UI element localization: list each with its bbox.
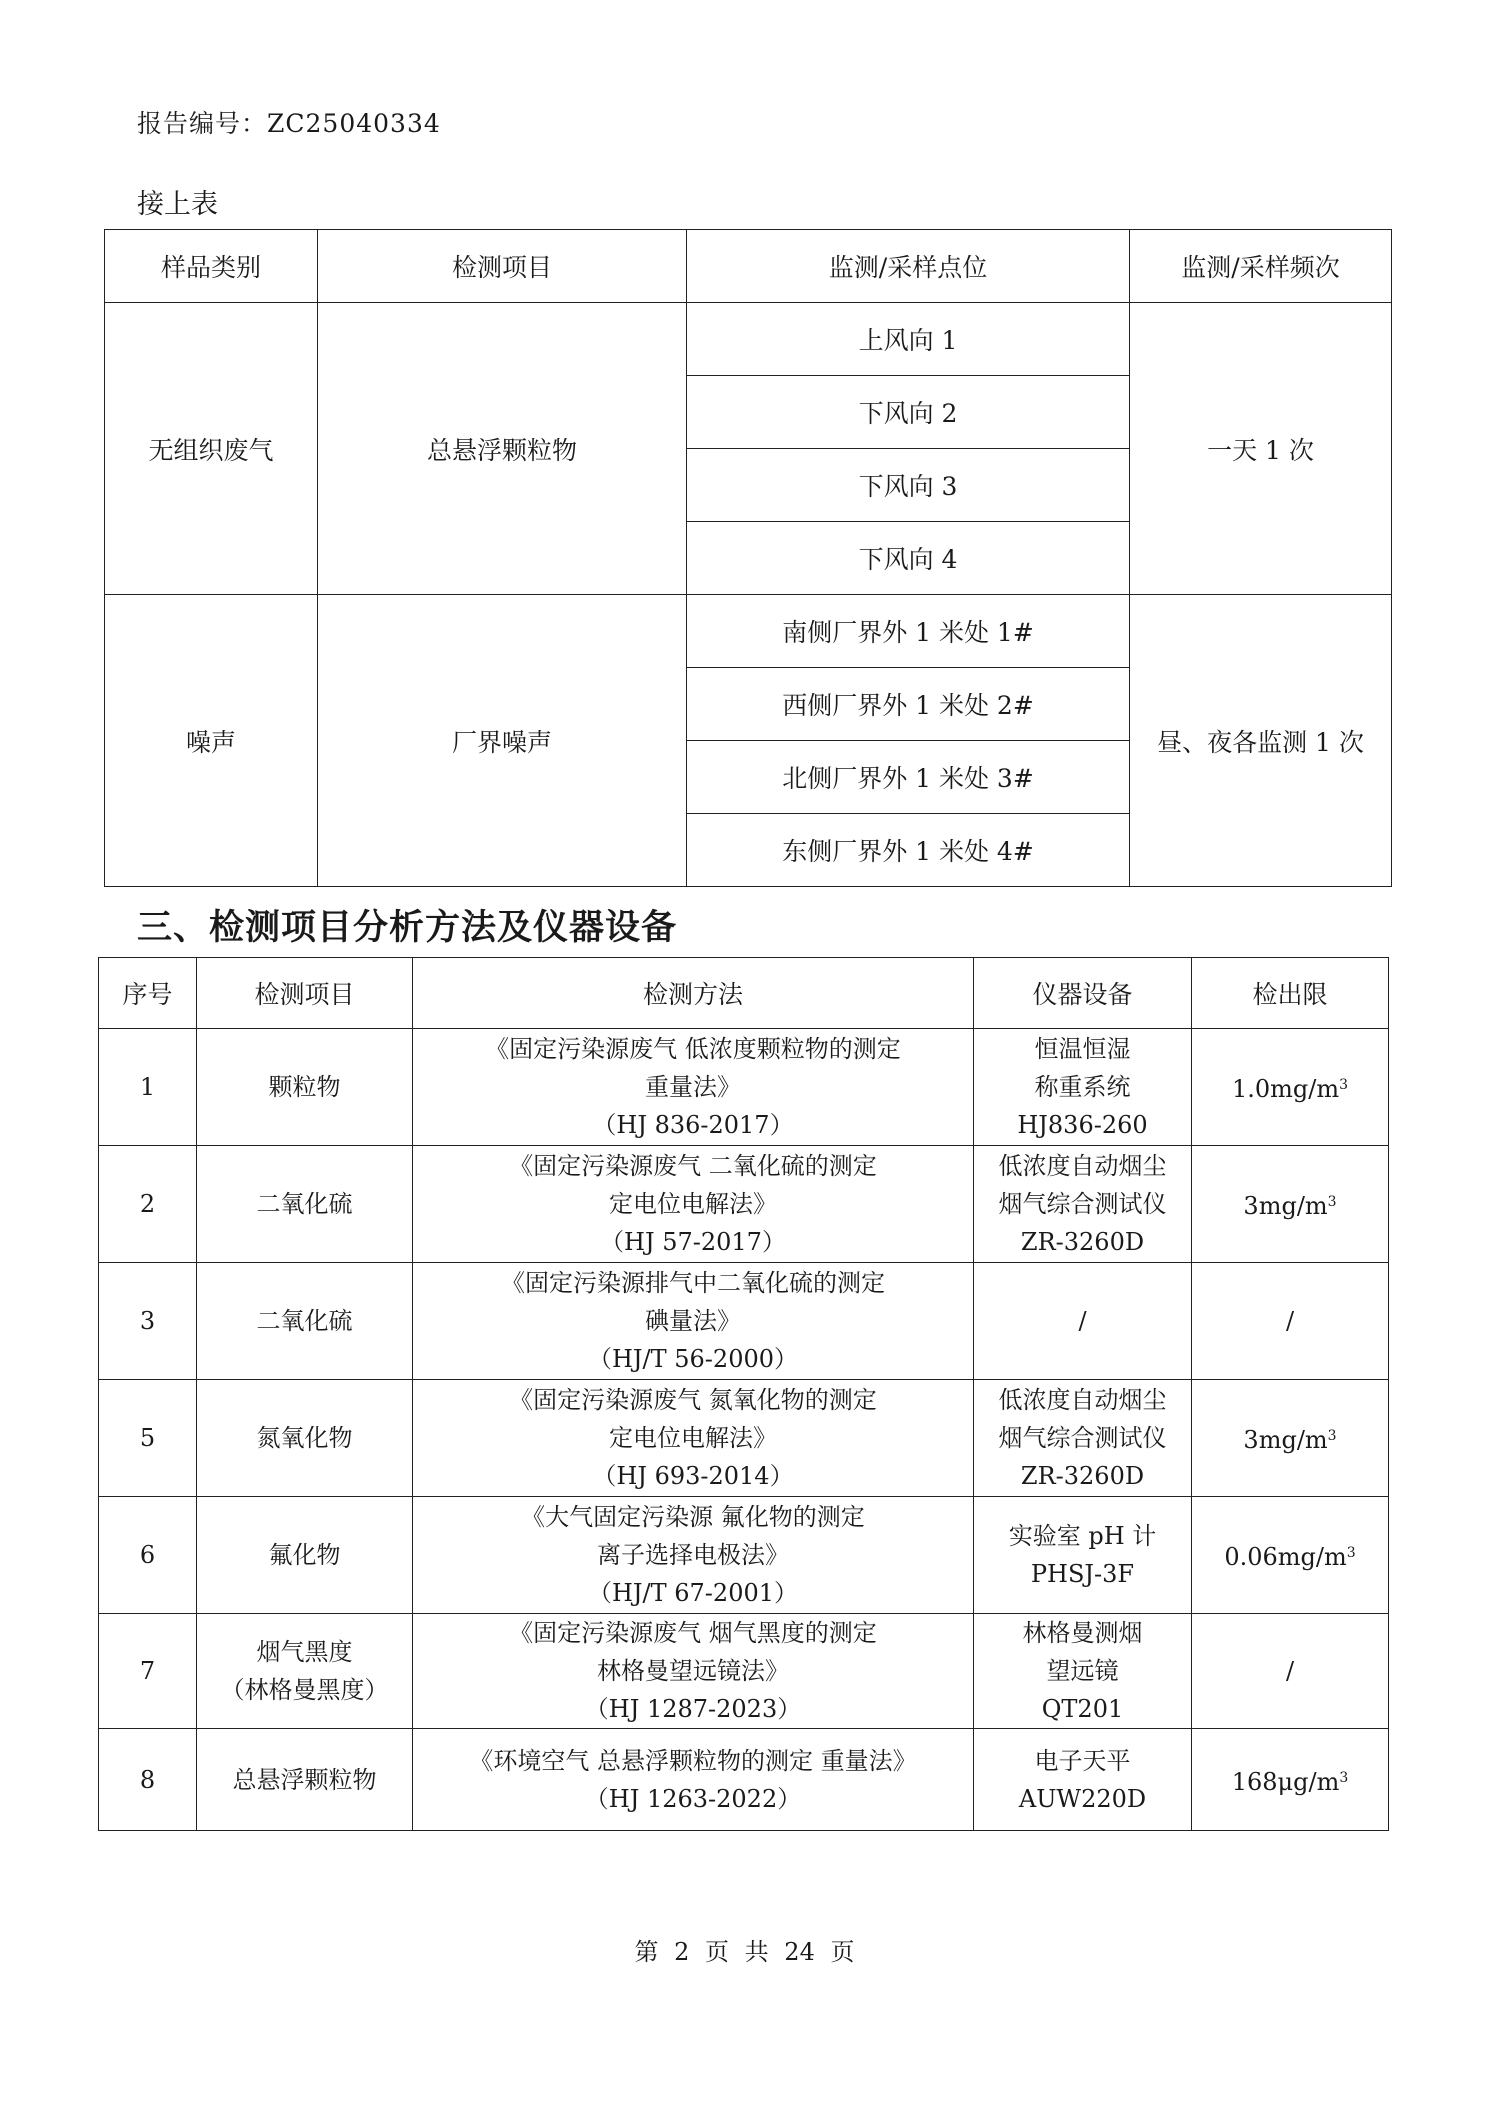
equipment-line: AUW220D <box>1018 1784 1147 1813</box>
sampling-frequency: 一天 1 次 <box>1130 303 1392 595</box>
test-method-line: 离子选择电极法》 <box>597 1541 789 1569</box>
test-method-line: （HJ 1263-2022） <box>584 1784 802 1813</box>
report-number-value: ZC25040334 <box>267 109 441 138</box>
continued-label: 接上表 <box>137 189 218 220</box>
table-row <box>99 1263 1389 1380</box>
test-method <box>413 1497 974 1614</box>
test-item-line: 氟化物 <box>268 1541 341 1569</box>
test-item <box>197 1146 413 1263</box>
detection-limit-value: 3mg/m <box>1243 1426 1328 1454</box>
test-item <box>197 1029 413 1146</box>
test-method-line: 《固定污染源排气中二氧化硫的测定 <box>501 1269 885 1297</box>
test-method-line: 定电位电解法》 <box>609 1190 777 1218</box>
test-item <box>197 1729 413 1831</box>
sampling-point: 东侧厂界外 1 米处 4# <box>687 814 1130 887</box>
test-method <box>413 1614 974 1729</box>
table-header-row <box>105 230 1392 303</box>
sampling-point: 西侧厂界外 1 米处 2# <box>687 668 1130 741</box>
test-method-line: （HJ/T 56-2000） <box>588 1345 798 1373</box>
test-item: 厂界噪声 <box>318 595 687 887</box>
header-equipment: 仪器设备 <box>974 958 1192 1029</box>
test-method-line: 林格曼望远镜法》 <box>597 1657 789 1685</box>
test-item <box>197 1263 413 1380</box>
equipment-line: HJ836-260 <box>1017 1111 1148 1139</box>
detection-limit-exponent: 3 <box>1339 1769 1349 1786</box>
detection-limit-exponent: 3 <box>1346 1545 1356 1561</box>
test-method-line: （HJ 693-2014） <box>592 1462 794 1490</box>
equipment-line: 恒温恒湿 <box>1034 1035 1131 1063</box>
detection-limit-value: 168μg/m <box>1231 1767 1340 1796</box>
header-no: 序号 <box>99 958 197 1029</box>
table-row <box>105 303 1392 376</box>
test-method-line: 《固定污染源废气 烟气黑度的测定 <box>509 1619 877 1647</box>
test-item-line: 二氧化硫 <box>256 1190 353 1218</box>
equipment-line: QT201 <box>1041 1695 1124 1723</box>
test-method-line: 《固定污染源废气 氮氧化物的测定 <box>509 1386 877 1414</box>
table-header-row <box>99 958 1389 1029</box>
equipment-line: 望远镜 <box>1046 1657 1119 1685</box>
sampling-point: 下风向 3 <box>687 449 1130 522</box>
detection-limit <box>1192 1263 1389 1380</box>
equipment-line: ZR-3260D <box>1020 1462 1145 1490</box>
test-method-line: 碘量法》 <box>645 1307 741 1335</box>
detection-limit <box>1192 1380 1389 1497</box>
test-item <box>197 1497 413 1614</box>
table-row <box>99 1029 1389 1146</box>
equipment-line: PHSJ-3F <box>1030 1560 1135 1588</box>
methods-table <box>98 957 1389 1831</box>
detection-limit <box>1192 1029 1389 1146</box>
equipment-line: ZR-3260D <box>1020 1228 1145 1256</box>
detection-limit-exponent: 3 <box>1339 1077 1349 1093</box>
equipment-line: 低浓度自动烟尘 <box>998 1386 1167 1414</box>
sampling-table <box>104 229 1392 887</box>
test-item <box>197 1380 413 1497</box>
test-method-line: （HJ 57-2017） <box>600 1228 786 1256</box>
equipment-line: 烟气综合测试仪 <box>998 1424 1167 1452</box>
equipment-line: 林格曼测烟 <box>1022 1619 1143 1647</box>
test-method-line: （HJ 836-2017） <box>592 1111 794 1139</box>
sampling-frequency: 昼、夜各监测 1 次 <box>1130 595 1392 887</box>
row-number: 1 <box>99 1029 197 1146</box>
table-row <box>99 1380 1389 1497</box>
test-item <box>197 1614 413 1729</box>
test-method <box>413 1263 974 1380</box>
detection-limit <box>1192 1614 1389 1729</box>
test-item: 总悬浮颗粒物 <box>318 303 687 595</box>
detection-limit-value: 0.06mg/m <box>1224 1543 1347 1571</box>
header-test-method: 检测方法 <box>413 958 974 1029</box>
sampling-point: 南侧厂界外 1 米处 1# <box>687 595 1130 668</box>
equipment-line: / <box>1078 1307 1087 1335</box>
test-method-line: 《大气固定污染源 氟化物的测定 <box>521 1503 865 1531</box>
equipment <box>974 1263 1192 1380</box>
test-method-line: （HJ/T 67-2001） <box>588 1579 798 1607</box>
equipment <box>974 1497 1192 1614</box>
test-item-line: （林格曼黑度） <box>220 1676 389 1704</box>
equipment <box>974 1380 1192 1497</box>
detection-limit-exponent: 3 <box>1327 1194 1337 1210</box>
test-method-line: 《环境空气 总悬浮颗粒物的测定 重量法》 <box>469 1746 917 1775</box>
table-row <box>99 1146 1389 1263</box>
equipment <box>974 1614 1192 1729</box>
row-number: 8 <box>99 1729 197 1831</box>
test-item-line: 烟气黑度 <box>256 1638 353 1666</box>
detection-limit-value: 3mg/m <box>1243 1192 1328 1220</box>
test-method <box>413 1729 974 1831</box>
test-item-line: 二氧化硫 <box>256 1307 353 1335</box>
detection-limit-exponent: 3 <box>1327 1428 1337 1444</box>
table-row <box>105 595 1392 668</box>
detection-limit-value: / <box>1285 1307 1295 1335</box>
test-method-line: 《固定污染源废气 二氧化硫的测定 <box>509 1152 877 1180</box>
report-number-label: 报告编号： <box>137 109 268 138</box>
equipment-line: 称重系统 <box>1034 1073 1131 1101</box>
table-row <box>99 1497 1389 1614</box>
header-sampling-frequency: 监测/采样频次 <box>1130 230 1392 303</box>
sample-category: 噪声 <box>105 595 318 887</box>
equipment-line: 实验室 pH 计 <box>1008 1522 1157 1550</box>
test-method-line: （HJ 1287-2023） <box>584 1695 802 1723</box>
test-method-line: 定电位电解法》 <box>609 1424 777 1452</box>
detection-limit-value: / <box>1285 1657 1295 1685</box>
test-item-line: 氮氧化物 <box>256 1424 353 1452</box>
report-number <box>137 104 441 140</box>
page-footer: 第 2 页 共 24 页 <box>634 1938 855 1966</box>
test-item-line: 颗粒物 <box>268 1073 341 1101</box>
detection-limit-value: 1.0mg/m <box>1231 1075 1340 1103</box>
equipment-line: 烟气综合测试仪 <box>998 1190 1167 1218</box>
test-item-line: 总悬浮颗粒物 <box>232 1765 377 1794</box>
detection-limit <box>1192 1729 1389 1831</box>
sampling-point: 下风向 4 <box>687 522 1130 595</box>
sampling-point: 上风向 1 <box>687 303 1130 376</box>
row-number: 7 <box>99 1614 197 1729</box>
test-method <box>413 1029 974 1146</box>
test-method-line: 重量法》 <box>645 1073 741 1101</box>
header-sampling-point: 监测/采样点位 <box>687 230 1130 303</box>
test-method <box>413 1380 974 1497</box>
test-method-line: 《固定污染源废气 低浓度颗粒物的测定 <box>485 1035 901 1063</box>
detection-limit <box>1192 1146 1389 1263</box>
section-title: 三、检测项目分析方法及仪器设备 <box>137 908 678 948</box>
sample-category: 无组织废气 <box>105 303 318 595</box>
row-number: 3 <box>99 1263 197 1380</box>
table-row <box>99 1614 1389 1729</box>
row-number: 2 <box>99 1146 197 1263</box>
header-test-item: 检测项目 <box>197 958 413 1029</box>
row-number: 6 <box>99 1497 197 1614</box>
header-test-item: 检测项目 <box>318 230 687 303</box>
header-sample-category: 样品类别 <box>105 230 318 303</box>
detection-limit <box>1192 1497 1389 1614</box>
sampling-point: 下风向 2 <box>687 376 1130 449</box>
equipment <box>974 1029 1192 1146</box>
sampling-point: 北侧厂界外 1 米处 3# <box>687 741 1130 814</box>
header-detection-limit: 检出限 <box>1192 958 1389 1029</box>
equipment <box>974 1146 1192 1263</box>
equipment <box>974 1729 1192 1831</box>
row-number: 5 <box>99 1380 197 1497</box>
equipment-line: 低浓度自动烟尘 <box>998 1152 1167 1180</box>
test-method <box>413 1146 974 1263</box>
table-row <box>99 1729 1389 1831</box>
equipment-line: 电子天平 <box>1034 1746 1131 1775</box>
